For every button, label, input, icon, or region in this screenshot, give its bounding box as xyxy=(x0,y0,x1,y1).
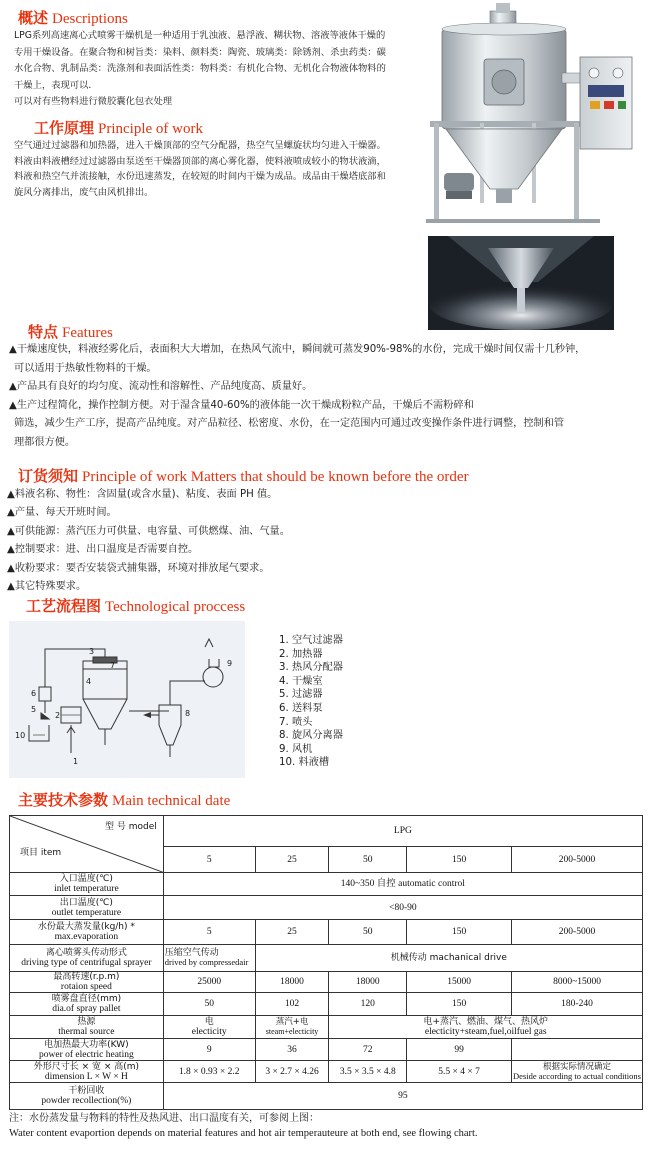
model-cell: 50 xyxy=(329,847,407,873)
order-text xyxy=(7,486,407,596)
legend-item: 1. 空气过滤器 xyxy=(279,635,343,646)
descriptions-line: 可以对有些物料进行微胶囊化包衣处理 xyxy=(14,96,173,107)
power-value: 99 xyxy=(407,1039,512,1061)
diagram-label: 10 xyxy=(15,731,26,740)
pallet-value: 120 xyxy=(329,993,407,1016)
order-line: ▲其它特殊要求。 xyxy=(7,581,87,593)
features-text xyxy=(9,341,644,453)
pallet-value: 102 xyxy=(255,993,329,1016)
principle-line: 料液和热空气并流接触，水份迅速蒸发，在较短的时间内干燥为成品。成品由干燥塔底部和 xyxy=(14,171,386,182)
legend-item: 10. 料液槽 xyxy=(279,757,330,769)
pallet-value: 180-240 xyxy=(512,993,643,1016)
heat-rest-cell xyxy=(329,1016,643,1039)
row-label xyxy=(10,1083,164,1110)
row-label-en: dia.of spray pallet xyxy=(52,1004,121,1014)
heat-second-cell xyxy=(255,1016,329,1039)
order-line: ▲控制要求：进、出口温度是否需要自控。 xyxy=(7,544,199,556)
features-line: ▲产品具有良好的均匀度、流动性和溶解性、产品纯度高、质量好。 xyxy=(9,381,313,393)
drive-first-cn: 压缩空气传动 xyxy=(164,948,219,958)
heat-rest-cn: 电+蒸汽、燃油、煤气、热风炉 xyxy=(423,1017,548,1027)
spray-dryer-photo xyxy=(424,3,636,227)
power-value: 72 xyxy=(329,1039,407,1061)
model-cell: 150 xyxy=(407,847,512,873)
diagram-label: 6 xyxy=(31,689,37,698)
row-label xyxy=(10,993,164,1016)
table-row xyxy=(10,816,643,847)
model-name-cell: LPG xyxy=(163,816,642,847)
features-heading xyxy=(18,321,113,342)
principle-line: 料液由料液槽经过过滤器由泵送至干燥器顶部的离心雾化器，使料液喷成较小的物状液滴， xyxy=(14,155,386,167)
principle-heading xyxy=(18,117,203,138)
diagram-label: 7 xyxy=(110,661,116,670)
descriptions-line: 专用干燥设备。在聚合物和树旨类：染料、颜料类：陶瓷、玻璃类：除锈剂、杀虫药类：碳 xyxy=(14,46,386,58)
row-label xyxy=(10,920,164,945)
row-label-cn: 电加热最大功率(KW) xyxy=(44,1039,129,1050)
table-row xyxy=(10,873,643,896)
speed-value: 15000 xyxy=(407,972,512,993)
table-row xyxy=(10,972,643,993)
row-label-en: dimension L × W × H xyxy=(44,1071,128,1082)
features-line: 理都很方便。 xyxy=(14,436,76,448)
row-label-cn: 入口温度(℃) xyxy=(59,874,113,884)
table-row xyxy=(10,993,643,1016)
footnote-en: Water content evaportion depends on material features and hot air temperauteure at both end, see flowing chart. xyxy=(9,1128,478,1139)
process-heading-cn: 工艺流程图 xyxy=(26,597,102,615)
model-cell: 25 xyxy=(255,847,329,873)
atomizer-nozzle-illustration xyxy=(428,236,614,330)
legend-item: 3. 热风分配器 xyxy=(279,662,343,674)
legend-item: 2. 加热器 xyxy=(279,648,323,660)
drive-first-cell xyxy=(163,945,255,972)
order-line: ▲收粉要求：要否安装袋式捕集器，环境对排放尾气要求。 xyxy=(7,562,270,574)
table-row xyxy=(10,920,643,945)
features-line: ▲生产过程简化，操作控制方便。对于湿含量40-60%的液体能一次干燥成粉粒产品，干燥后不需粉碎和 xyxy=(9,399,474,411)
row-label xyxy=(10,1016,164,1039)
row-label-cn: 最高转速(r.p.m) xyxy=(53,972,120,982)
row-label xyxy=(10,873,164,896)
outlet-value: <80-90 xyxy=(163,896,642,920)
principle-heading-cn: 工作原理 xyxy=(34,119,95,137)
descriptions-heading-en: Descriptions xyxy=(52,11,128,27)
principle-text xyxy=(14,138,418,200)
legend-item: 6. 送料泵 xyxy=(279,702,323,714)
diagram-label: 2 xyxy=(55,711,61,720)
evap-value: 25 xyxy=(255,920,329,945)
row-label-en: inlet temperature xyxy=(54,884,119,894)
descriptions-line: 干燥上，表现可以. xyxy=(14,79,92,91)
recovery-value: 95 xyxy=(163,1083,642,1110)
heat-first-cell xyxy=(163,1016,255,1039)
power-empty xyxy=(512,1039,643,1061)
row-label-en: rotaion speed xyxy=(60,982,112,992)
atomizer-nozzle-photo xyxy=(428,236,614,330)
order-heading-en: Principle of work Matters that should be known before the order xyxy=(82,469,469,485)
table-row xyxy=(10,1061,643,1083)
spray-dryer-illustration xyxy=(424,3,636,227)
descriptions-text xyxy=(14,28,414,111)
drive-rest-value: 机械传动 machanical drive xyxy=(255,945,642,972)
order-line: ▲产量、每天开班时间。 xyxy=(7,507,117,519)
order-heading-cn: 订货须知 xyxy=(18,467,79,485)
specs-heading-cn: 主要技术参数 xyxy=(18,791,109,809)
dims-value: 1.8 × 0.93 × 2.2 xyxy=(163,1061,255,1083)
drive-first-en: drived by compressedair xyxy=(164,957,249,967)
specs-heading-en: Main technical date xyxy=(112,793,231,809)
dims-last-en: Deside according to actual conditions xyxy=(513,1070,641,1081)
row-label xyxy=(10,896,164,920)
order-line: ▲可供能源：蒸汽压力可供量、电容量、可供燃煤、油、气量。 xyxy=(7,525,290,537)
heat-first-cn: 电 xyxy=(204,1017,214,1027)
inlet-value: 140~350 自控 automatic control xyxy=(163,873,642,896)
row-label-cn: 水份最大蒸发量(kg/h) * xyxy=(37,922,135,932)
speed-value: 25000 xyxy=(163,972,255,993)
row-label-en: driving type of centrifugal sprayer xyxy=(21,958,152,968)
power-value: 36 xyxy=(255,1039,329,1061)
row-label-en: thermal source xyxy=(58,1027,115,1037)
descriptions-heading-cn: 概述 xyxy=(18,9,49,27)
footnote xyxy=(9,1111,478,1141)
diagram-label: 5 xyxy=(31,705,37,714)
heat-second-cn: 蒸汽+电 xyxy=(275,1017,309,1027)
power-value: 9 xyxy=(163,1039,255,1061)
row-label-cn: 外形尺寸长 × 宽 × 高(m) xyxy=(33,1061,140,1072)
diagram-label: 1 xyxy=(73,757,79,766)
descriptions-line: LPG系列高速离心式喷雾干燥机是一种适用于乳浊液、悬浮液、糊状物、溶液等液体干燥的 xyxy=(14,30,386,41)
principle-line: 空气通过过滤器和加热器，进入干燥顶部的空气分配器，热空气呈螺旋状均匀进入干燥器。 xyxy=(14,140,386,151)
dims-value: 5.5 × 4 × 7 xyxy=(407,1061,512,1083)
specs-heading xyxy=(18,789,230,810)
legend-item: 7. 喷头 xyxy=(279,716,313,728)
row-label xyxy=(10,945,164,972)
heat-first-en: electicity xyxy=(191,1027,227,1037)
row-label-cn: 离心喷雾头传动形式 xyxy=(45,948,127,958)
row-label-cn: 出口温度(℃) xyxy=(59,897,113,908)
row-label-cn: 喷雾盘直径(mm) xyxy=(51,994,122,1004)
table-row xyxy=(10,1016,643,1039)
speed-value: 18000 xyxy=(255,972,329,993)
pallet-value: 50 xyxy=(163,993,255,1016)
table-row xyxy=(10,896,643,920)
table-row xyxy=(10,1039,643,1061)
diagram-label: 3 xyxy=(89,647,95,656)
footnote-cn: 注：水份蒸发量与物料的特性及热风进、出口温度有关，可参阅上图： xyxy=(9,1113,319,1124)
technical-spec-table xyxy=(9,815,643,1110)
row-label-en: powder recollection(%) xyxy=(41,1096,132,1106)
diagram-label: 4 xyxy=(86,677,92,686)
order-heading xyxy=(18,465,469,486)
item-label: 项目 item xyxy=(20,848,62,858)
row-label-en: power of electric heating xyxy=(39,1049,134,1060)
features-heading-en: Features xyxy=(62,325,113,341)
diagram-label: 8 xyxy=(185,709,191,718)
evap-value: 200-5000 xyxy=(512,920,643,945)
row-label xyxy=(10,1061,164,1083)
process-legend xyxy=(279,634,343,770)
dims-value: 3.5 × 3.5 × 4.8 xyxy=(329,1061,407,1083)
diagram-label: 9 xyxy=(227,659,233,668)
speed-value: 8000~15000 xyxy=(512,972,643,993)
model-cell: 200-5000 xyxy=(512,847,643,873)
evap-value: 150 xyxy=(407,920,512,945)
row-label-en: max.evaporation xyxy=(54,932,119,942)
features-line: 可以适用于热敏性物料的干燥。 xyxy=(14,362,157,374)
table-row xyxy=(10,945,643,972)
dims-last-cell xyxy=(512,1061,643,1083)
row-label-cn: 干粉回收 xyxy=(68,1086,105,1096)
process-heading xyxy=(18,595,245,616)
process-heading-en: Technological proccess xyxy=(105,599,246,615)
order-line: ▲料液名称、物性：含固量(或含水量)、粘度、表面 PH 值。 xyxy=(7,489,278,500)
process-flow-drawing xyxy=(9,621,245,778)
features-line: 筛选，减少生产工序，提高产品纯度。对产品粒径、松密度、水份，在一定范围内可通过改变操作条件进行调整，控制和管 xyxy=(14,418,565,430)
model-label: 型 号 model xyxy=(105,822,157,832)
features-heading-cn: 特点 xyxy=(28,323,59,341)
model-cell: 5 xyxy=(163,847,255,873)
row-label-cn: 热源 xyxy=(77,1017,96,1027)
descriptions-line: 水化合物、乳制品类：洗涤剂和表面活性类：物料类：有机化合物、无机化合物液体物料的 xyxy=(14,63,386,74)
row-label xyxy=(10,972,164,993)
process-flow-diagram xyxy=(9,621,245,778)
heat-second-en: steam+electicity xyxy=(265,1027,319,1036)
header-corner-cell xyxy=(10,816,164,873)
evap-value: 5 xyxy=(163,920,255,945)
row-label xyxy=(10,1039,164,1061)
principle-line: 旋风分离排出，废气由风机排出。 xyxy=(14,186,154,198)
legend-item: 5. 过滤器 xyxy=(279,689,323,701)
legend-item: 9. 风机 xyxy=(279,743,313,755)
legend-item: 4. 干燥室 xyxy=(279,675,323,687)
table-row xyxy=(10,1083,643,1110)
descriptions-heading xyxy=(18,7,128,28)
pallet-value: 150 xyxy=(407,993,512,1016)
dims-last-cn: 根据实际情况确定 xyxy=(543,1061,612,1072)
heat-rest-en: electicity+steam,fuel,oilfuel gas xyxy=(424,1027,547,1037)
legend-item: 8. 旋风分离器 xyxy=(279,730,343,742)
row-label-en: outlet temperature xyxy=(51,907,122,918)
speed-value: 18000 xyxy=(329,972,407,993)
evap-value: 50 xyxy=(329,920,407,945)
dims-value: 3 × 2.7 × 4.26 xyxy=(255,1061,329,1083)
principle-heading-en: Principle of work xyxy=(98,121,203,137)
features-line: ▲干燥速度快，料液经雾化后，表面积大大增加，在热风气流中，瞬间就可蒸发90%-98%的水份，完成干燥时间仅需十几秒钟， xyxy=(9,344,586,355)
